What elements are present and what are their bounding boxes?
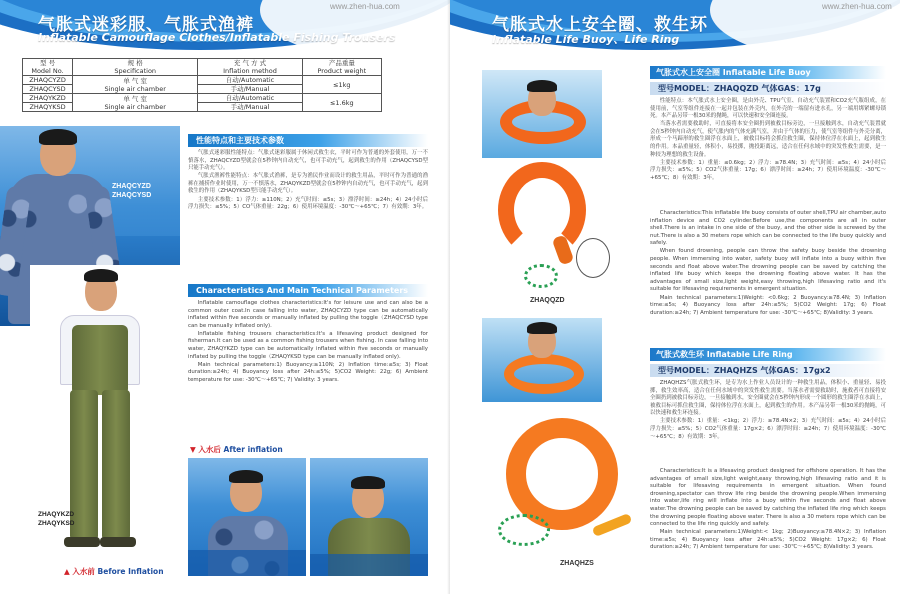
section-title-life-ring: 气胀式救生环 Inflatable Life Ring xyxy=(650,348,886,361)
life-ring-product-photo xyxy=(480,402,640,562)
table-cell-model: ZHAQYKZD xyxy=(23,94,73,103)
table-cell-model: ZHAQCYSD xyxy=(23,85,73,94)
life-ring-model-line: 型号MODEL：ZHAQHZS 气体GAS：17gx2 xyxy=(650,364,886,377)
fishing-trousers-photo xyxy=(30,265,180,580)
life-buoy-water-photo xyxy=(482,70,602,158)
top-photo-labels: ZHAQCYZD ZHAQCYSD xyxy=(112,183,152,199)
after-inflation-caption: ▼ 入水后 After inflation xyxy=(190,445,283,454)
table-cell-model: ZHAQCYZD xyxy=(23,76,73,85)
after-inflation-photo-1 xyxy=(188,458,306,576)
right-page-title-en: Inflatable Life Buoy、Life Ring xyxy=(492,33,680,46)
section-title-features-en: Characteristics And Main Technical Parameters xyxy=(188,284,428,297)
features-text-en: Inflatable camouflage clothes characteristics:It's for leisure use and can also be a common outer coat.In case falling into water, ZHAQCYZD type can be automatically inflated within five seconds or manually inflated by pulling the toggle（ZHAQCYSD type can be manually inflated only). Inflatable fishing trousers characteristics:It's a lifesaving product designed for fisherman.It can be used as a common fishing trousers when fishing. In case falling into water, ZHAQYKZD type can be automatically inflated within five seconds or manually inflated by pulling the toggle（ZHAQYKSD type can be manually inflated only). Main technical parameters:1) Buoyancy:≥110N; 2) Inflation time:≤5s; 3) Float duration:≥24h; 4) Buoyancy loss after 24h:≤5%; 5)CO2 Weight: 22g; 6) Ambient temperature for use: -30℃～+65℃; 7) Validity: 3 years. xyxy=(188,300,428,383)
life-ring-water-photo xyxy=(482,318,602,402)
table-cell-method: 手动/Manual xyxy=(198,85,302,94)
table-header: 规 格 Specification xyxy=(73,59,198,76)
features-text-cn: 气胀式迷彩服性能特点：气胀式迷彩服属于休闲式救生衣，平时可作为普通的外套使用，万一不慎落水，ZHAQCYZD型就会在5秒钟内自动充气，也可手动充气，起到救生的作用（ZHAQCYSD型只能手动充气）。 气胀式渔裤性能特点：本气胀式渔裤，是专为渔民作业而设计的救生用品，平时可作为普通的渔裤在捕捞作业时使用，万一不慎落水，ZHAQYKZD型就会在5秒钟内自动充气，也可手动充气，起到救生的作用（ZHAQYKSD型只能手动充气）。 主要技术参数：1）浮力：≥110N；2）充气时间：≤5s；3）漂浮时间：≥24h；4）24小时后浮力损失：≤5%；5）CO气体重量：22g；6）使用环境温度：-30℃～+65℃；7）有效期：3年。 xyxy=(188,150,428,211)
life-buoy-product-photo xyxy=(484,160,624,310)
table-cell-method: 手动/Manual xyxy=(198,103,302,112)
table-cell-method: 自动/Automatic xyxy=(198,94,302,103)
life-buoy-text-cn: 性能特点：本气胀式水上安全圈，是由外壳、TPU气室、自动充气装置和CO2充气瓶组成，在使用前，气室等组件连接在一起并包装在外壳内，在外壳的一端留有进水孔，另一端用绑紧螺母锁死。本产品另带一根30米的抛绳，可以快速和安全圈连接。 当落水者需要救助时，可直接将本安全圈扔到被救目标旁边，一旦接触到水，自动充气装置就会在5秒钟内自动充气，使气胀内的气体充满气室，并由于气体的压力，使气室等组件与外壳分离，形成一个马蹄形的救生圈浮在水面上，被救目标将会抓住救生圈，保持体位浮在水面上，起到救生的作用。本品重量轻，体积小，易投掷，抛投距离远，适合在任何水域中的突发性救生需要，是一种较为理想的救生设备。 主要技术参数：1）重量：≤0.6kg；2）浮力：≥78.4N；3）充气时间：≤5s；4）24小时后浮力损失：≤5%；5）CO2气体重量：17g；6）漂浮时间：≥24h；7）使用环境温度：-30℃～+65℃；8）有效期：3年。 xyxy=(650,98,886,181)
life-ring-model-label: ZHAQHZS xyxy=(560,560,594,567)
right-page xyxy=(450,0,900,594)
table-header: 产品重量 Product weight xyxy=(302,59,381,76)
section-title-features-cn: 性能特点和主要技术参数 xyxy=(188,134,428,147)
table-cell-spec: 单 气 室 Single air chamber xyxy=(73,94,198,112)
before-inflation-caption: ▲ 入水前 Before Inflation xyxy=(64,567,164,576)
life-ring-text-en: Characteristics:It is a lifesaving product designed for offshore operation. It has the advantages of small size,light weight,easy throwing,high lifesaving ratio and it is suitable for lifesaving requirements in emergent situation. When found drowning,spectator can throw life ring beside the drowning people.When immersing into water,life ring will inflate into a buoy within five seconds and float above water.The drowning people can be saved by catching the inflated life ring which keeps the drowning people floating above water. There is also a 30 meters rope which can be connected to the life ring quickly and safely. Main technical parameters:1)Weight:< 1kg; 2)Buoyancy:≥78.4N×2; 3) Inflation time:≤5s; 4) Buoyancy loss after 24h:≤5%; 5)CO2 Weight: 17g×2; 6) Float duration:≥24h; 7) Ambient temperature for use: -30℃～+65℃; 8)Validity: 3 years. xyxy=(650,468,886,551)
bottom-photo-labels: ZHAQYKZD ZHAQYKSD xyxy=(38,511,75,527)
table-cell-spec: 单 气 室 Single air chamber xyxy=(73,76,198,94)
life-buoy-text-en: Characteristics:This inflatable life buoy consists of outer shell,TPU air chamber,auto inflation device and CO2 cylinder.Before use,the components are all in outer shell.There is an intake in one side of the buoy, and the other side is screwed by the nut.There is also a 30 meters rope which can be connected to the life buoy quickly and safely. When found drowning, people can throw the safety buoy beside the drowning people. When immersing into water, safety buoy will inflate into a buoy within five seconds and float above water.The drowning people can be saved by catching the inflated life buoy which keeps the drowning floating above water. It has the advantages of small size,light weight,easy throwing,high lifesaving ratio and it's suitable for lifesaving requirements in emergent situation. Main technical parameters:1)Weight: <0.6kg; 2 Buoyancy:≥78.4N; 3) Inflation time:≤5s; 4) Buoyancy loss after 24h:≤5%; 5)CO2 Weight: 17g; 6) Float duration:≥24h; 7) Ambient temperature for use: -30℃～+65℃; 8)Validity: 3 years. xyxy=(650,210,886,316)
table-cell-weight: ≤1kg xyxy=(302,76,381,94)
table-cell-weight: ≤1.6kg xyxy=(302,94,381,112)
left-page-title-cn: 气胀式迷彩服、气胀式渔裤 xyxy=(38,15,254,35)
table-cell-method: 自动/Automatic xyxy=(198,76,302,85)
section-title-life-buoy: 气胀式水上安全圈 Inflatable Life Buoy xyxy=(650,66,886,79)
life-ring-text-cn: ZHAQHZS气胀式救生环，是专为水上作业人员设计的一种救生用品，体积小、重量轻、易投掷，救生效率高，适合在任何水域中的突发性救生需要。当落水者需要救助时，施救者可直接将安全圈扔到被救目标旁边，一旦接触到水，安全圈就会在5秒钟内形成一个圆形的救生圈浮在水面上，被救目标可抓住救生圈，保持体位浮在水面上，起到救生的作用。本产品另带一根30米的抛绳，可以快速和救生环连接。 主要技术参数：1）重量：<1kg；2）浮力：≥78.4N×2；3）充气时间：≤5s；4）24小时后浮力损失：≤5%；5）CO2气体重量：17g×2；6）漂浮时间：≥24h；7）使用环境温度：-30℃～+65℃；8）有效期：3年。 xyxy=(650,380,886,440)
life-buoy-model-line: 型号MODEL：ZHAQQZD 气体GAS：17g xyxy=(650,82,886,95)
table-cell-model: ZHAQYKSD xyxy=(23,103,73,112)
spec-table xyxy=(22,58,382,112)
after-inflation-photo-2 xyxy=(310,458,428,576)
right-page-title-cn: 气胀式水上安全圈、救生环 xyxy=(492,15,708,35)
life-buoy-model-label: ZHAQQZD xyxy=(530,297,565,304)
website-url: www.zhen-hua.com xyxy=(330,2,400,11)
table-header: 型 号 Model No. xyxy=(23,59,73,76)
website-url: www.zhen-hua.com xyxy=(822,2,892,11)
table-header: 充 气 方 式 Inflation method xyxy=(198,59,302,76)
left-page-title-en: Inflatable Camouflage Clothes/Inflatable Fishing Trousers xyxy=(38,31,396,44)
